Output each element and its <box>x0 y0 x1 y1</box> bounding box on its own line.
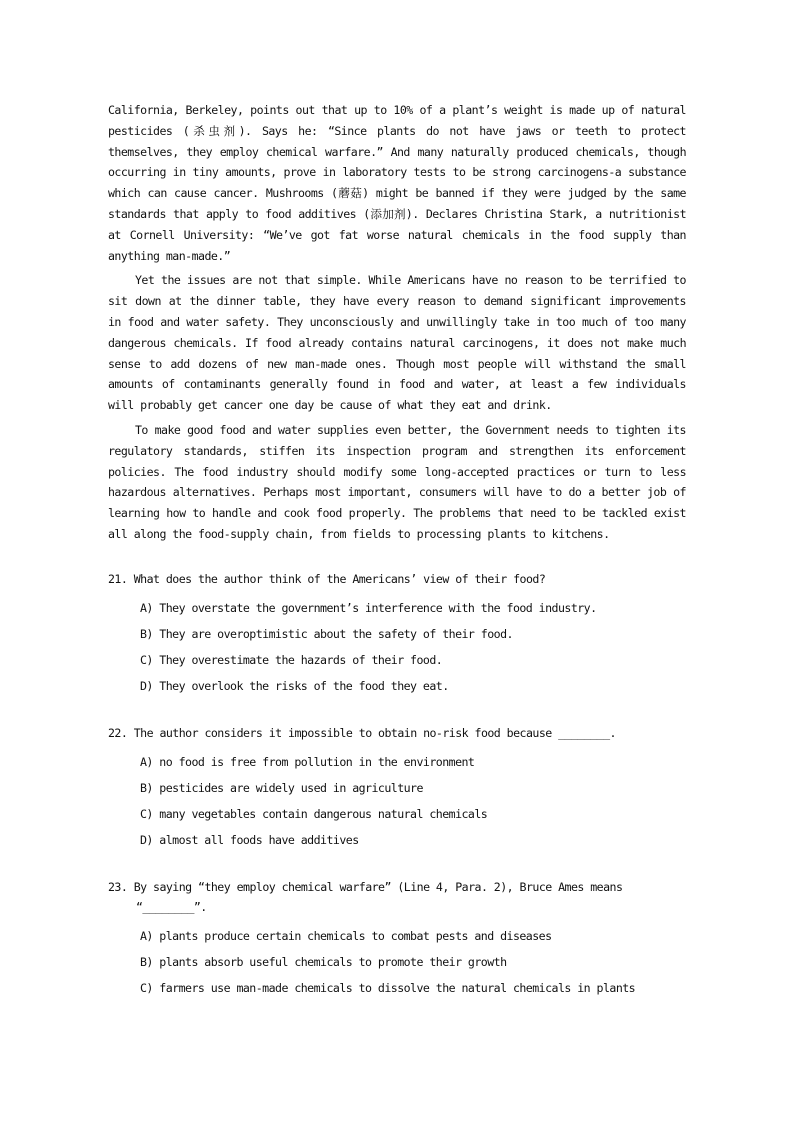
option-d: D) They overlook the risks of the food they eat. <box>140 678 449 693</box>
option-c: C) They overestimate the hazards of their food. <box>140 652 443 667</box>
question-stem: 22. The author considers it impossible to obtain no-risk food because ________. <box>108 725 616 740</box>
option-b: B) They are overoptimistic about the safety of their food. <box>140 626 513 641</box>
option-a: A) They overstate the government’s interference with the food industry. <box>140 600 597 615</box>
passage-paragraph-2: Yet the issues are not that simple. While Americans have no reason to be terrified to sit down at the dinner table, they have every reason to demand significant improvements in food and water safety. They unconsciously and unwillingly take in too much of too many dangerous chemicals. If food already contains natural carcinogens, it does not make much sense to add dozens of new man-made ones. Though most people will withstand the small amounts of contaminants generally found in food and water, at least a few individuals will probably get cancer one day be cause of what they eat and drink. <box>108 273 686 413</box>
question-stem: 23. By saying “they employ chemical warfare” (Line 4, Para. 2), Bruce Ames means <box>108 879 623 894</box>
question-22 <box>108 723 686 853</box>
question-stem-continuation: “________”. <box>136 899 207 914</box>
option-c: C) farmers use man-made chemicals to dissolve the natural chemicals in plants <box>140 980 636 995</box>
question-stem: 21. What does the author think of the Americans’ view of their food? <box>108 571 546 586</box>
option-d: D) almost all foods have additives <box>140 832 359 847</box>
answer-options <box>108 749 686 853</box>
passage-paragraph-3: To make good food and water supplies even better, the Government needs to tighten its regulatory standards, stiffen its inspection program and strengthen its enforcement policies. The food industry should modify some long-accepted practices or turn to less hazardous alternatives. Perhaps most important, consumers will have to do a better job of learning how to handle and cook food properly. The problems that need to be tackled exist all along the food-supply chain, from fields to processing plants to kitchens. <box>108 422 686 541</box>
question-23 <box>108 877 686 1001</box>
option-c: C) many vegetables contain dangerous natural chemicals <box>140 806 488 821</box>
document-page <box>108 100 686 1001</box>
question-21 <box>108 569 686 699</box>
answer-options <box>108 595 686 699</box>
option-b: B) plants absorb useful chemicals to promote their growth <box>140 954 507 969</box>
option-a: A) plants produce certain chemicals to combat pests and diseases <box>140 928 552 943</box>
passage-paragraph-1: California, Berkeley, points out that up to 10% of a plant’s weight is made up of natural pesticides (杀虫剂). Says he: “Since plants do not have jaws or teeth to protect themselves, they employ chemical warfare.” And many naturally produced chemicals, though occurring in tiny amounts, prove in laboratory tests to be strong carcinogens-a substance which can cause cancer. Mushrooms (蘑菇) might be banned if they were judged by the same standards that apply to food additives (添加剂). Declares Christina Stark, a nutritionist at Cornell University: “We’ve got fat worse natural chemicals in the food supply than anything man-made.” <box>108 103 686 263</box>
option-b: B) pesticides are widely used in agriculture <box>140 780 423 795</box>
answer-options <box>108 923 686 1001</box>
option-a: A) no food is free from pollution in the environment <box>140 754 475 769</box>
